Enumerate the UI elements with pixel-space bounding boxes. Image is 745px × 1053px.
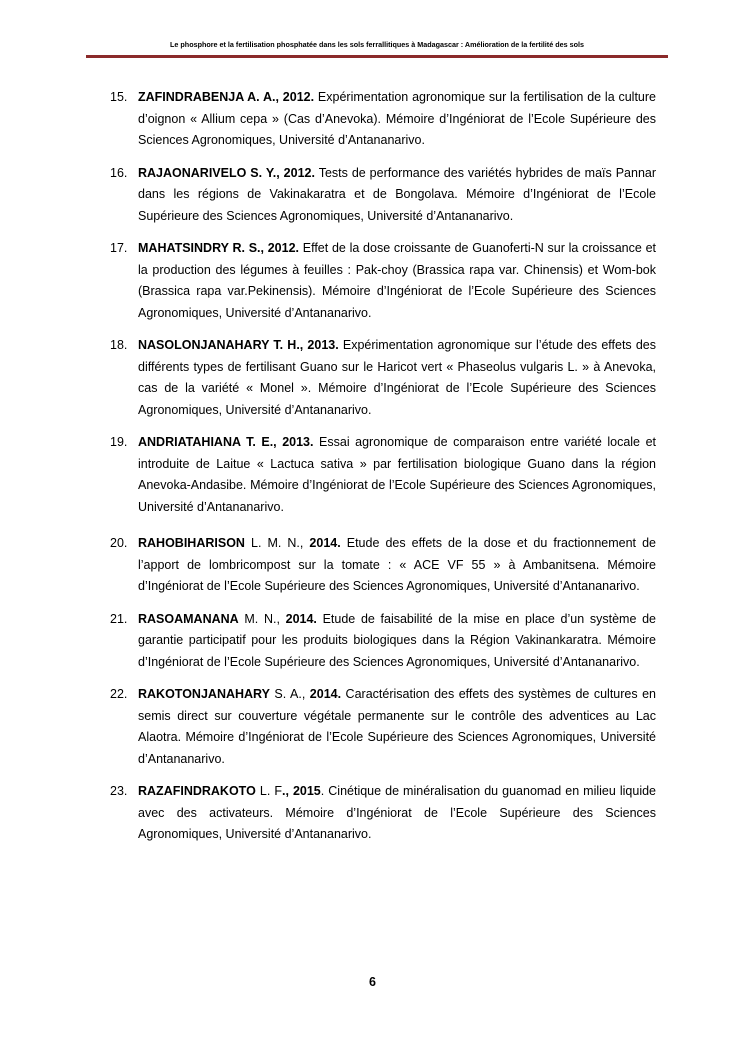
reference-author: RAJAONARIVELO S. Y., 2012. (138, 165, 315, 180)
reference-text: Expérimentation agronomique sur la fertilisation de la culture d’oignon « Allium cepa » (Cas d’Anevoka). Mémoire d’Ingéniorat de l’Ecole Supérieure des Sciences Agronomiques, Université d’Antananarivo. (138, 90, 656, 147)
reference-item (106, 533, 656, 598)
reference-item (106, 87, 656, 152)
reference-text: Essai agronomique de comparaison entre variété locale et introduite de Laitue « Lactuca sativa » par fertilisation biologique Guano dans la région Anevoka-Andasibe. Mémoire d’Ingéniorat de l’Ecole Supérieure des Sciences Agronomiques, Université d’Antananarivo. (138, 435, 656, 514)
reference-author-initials: L. M. N., (244, 536, 310, 550)
reference-number: 20. (110, 536, 128, 550)
reference-text: Caractérisation des effets des systèmes de cultures en semis direct sur couverture végétale permanente sur le contrôle des adventices au Lac Alaotra. Mémoire d’Ingéniorat de l’Ecole Supérieure des Sciences Agronomiques, Université d’Antananarivo. (138, 687, 656, 766)
reference-year: 2014. (285, 611, 317, 626)
header-rule (86, 55, 668, 58)
reference-number: 21. (110, 611, 128, 626)
reference-item (106, 163, 656, 228)
reference-number: 19. (110, 435, 128, 449)
reference-item (106, 781, 656, 846)
reference-number: 17. (110, 241, 128, 255)
reference-number: 23. (110, 784, 128, 798)
reference-author: NASOLONJANAHARY T. H., 2013. (138, 338, 339, 352)
running-header: Le phosphore et la fertilisation phosphatée dans les sols ferrallitiques à Madagascar : Amélioration de la fertilité des sols (170, 40, 584, 49)
reference-item (106, 609, 656, 674)
reference-text: Tests de performance des variétés hybrides de maïs Pannar dans les régions de Vakinakaratra et de Bongolava. Mémoire d’Ingéniorat de l’Ecole Supérieure des Sciences Agronomiques, Université d’Antananarivo. (138, 165, 657, 223)
reference-author: RAKOTONJANAHARY (138, 687, 270, 701)
reference-author-initials: L. F (255, 784, 282, 798)
reference-author: ZAFINDRABENJA A. A., 2012. (138, 90, 315, 104)
reference-number: 16. (110, 165, 128, 180)
page-number: 6 (369, 975, 376, 989)
reference-author: MAHATSINDRY R. S., 2012. (138, 241, 300, 255)
reference-text: . Cinétique de minéralisation du guanomad en milieu liquide avec des activateurs. Mémoire d’Ingéniorat de l’Ecole Supérieure des Sciences Agronomiques, Université d’Antananarivo. (138, 784, 657, 841)
reference-author: RAZAFINDRAKOTO (138, 784, 256, 798)
reference-year: 2014. (309, 687, 342, 701)
reference-number: 18. (110, 338, 128, 352)
reference-year: ., 2015 (281, 784, 321, 798)
reference-text: Effet de la dose croissante de Guanoferti-N sur la croissance et la production des légumes à feuilles : Pak-choy (Brassica rapa var. Chinensis) et Wom-bok (Brassica rapa var.Pekinensis). Mémoire d’Ingéniorat de l’Ecole Supérieure des Sciences Agronomiques, Université d’Antananarivo. (138, 241, 656, 320)
reference-author-initials: M. N., (238, 611, 286, 626)
reference-item (106, 432, 656, 518)
reference-text: Etude des effets de la dose et du fractionnement de l’apport de lombricompost sur la tomate : « ACE VF 55 » à Ambanitsena. Mémoire d’Ingéniorat de l’Ecole Supérieure des Sciences Agronomiques, Université d’Antananarivo. (138, 536, 656, 593)
reference-author: ANDRIATAHIANA T. E., 2013. (138, 435, 314, 449)
reference-item (106, 684, 656, 770)
reference-author-initials: S. A., (269, 687, 310, 701)
reference-text: Expérimentation agronomique sur l’étude des effets des différents types de fertilisant Guano sur le Haricot vert « Phaseolus vulgaris L. » à Anevoka, cas de la variété « Monel ». Mémoire d’Ingéniorat de l’Ecole Supérieure des Sciences Agronomiques, Université d’Antananarivo. (138, 338, 656, 417)
reference-item (106, 335, 656, 421)
reference-author: RAHOBIHARISON (138, 536, 245, 550)
reference-list (106, 87, 656, 857)
reference-text: Etude de faisabilité de la mise en place d’un système de garantie participatif pour les produits biologiques dans la Région Vakinankaratra. Mémoire d’Ingéniorat de l’Ecole Supérieure des Sciences Agronomiques, Université d’Antananarivo. (138, 611, 656, 669)
reference-year: 2014. (309, 536, 341, 550)
reference-number: 22. (110, 687, 128, 701)
reference-item (106, 238, 656, 324)
reference-author: RASOAMANANA (138, 611, 239, 626)
reference-number: 15. (110, 90, 128, 104)
